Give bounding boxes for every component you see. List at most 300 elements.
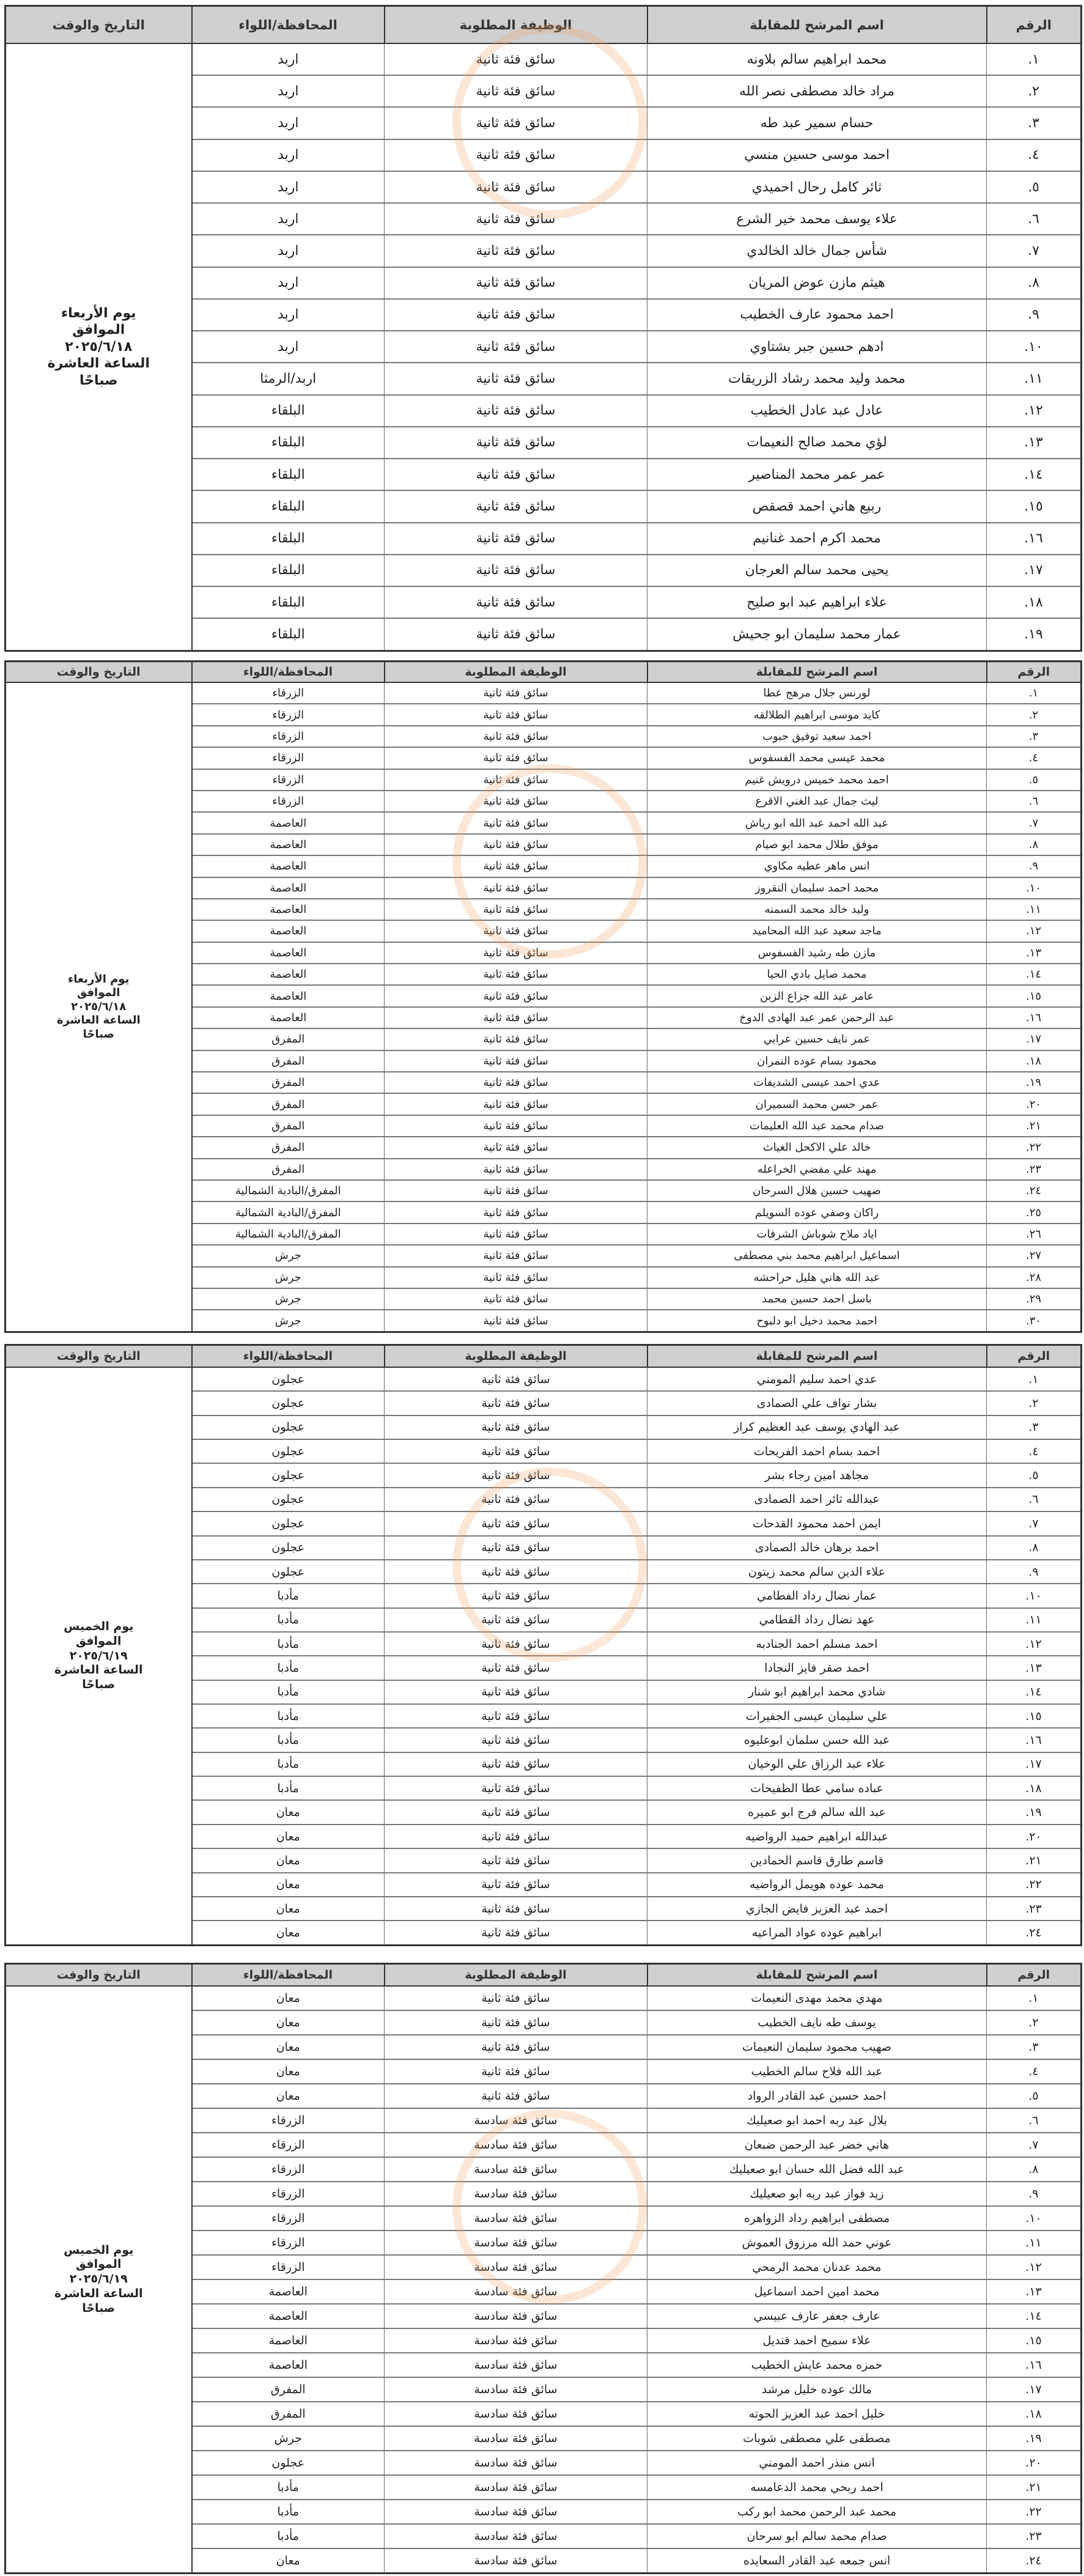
row-number: ٢٧.	[987, 1245, 1082, 1266]
governorate: العاصمة	[192, 899, 385, 920]
candidate-name: عدي احمد عيسى الشديفات	[647, 1072, 987, 1093]
header-date: التاريخ والوقت	[6, 6, 192, 44]
candidate-name: احمد بسام احمد الفريحات	[647, 1439, 987, 1463]
job-title: سائق فئة ثانية	[385, 1028, 647, 1050]
date-line: صباحًا	[79, 372, 118, 388]
job-title: سائق فئة سادسة	[385, 2475, 647, 2500]
job-title: سائق فئة سادسة	[385, 2451, 647, 2475]
row-number: ١٢.	[987, 1632, 1082, 1656]
candidate-name: عادل عبد عادل الخطيب	[647, 395, 987, 427]
governorate: العاصمة	[192, 942, 385, 964]
row-number: ٨.	[987, 2157, 1082, 2182]
governorate: اربد	[192, 203, 385, 235]
job-title: سائق فئة سادسة	[385, 2206, 647, 2231]
interview-date-time	[6, 682, 192, 1332]
candidate-name: محمد امين احمد اسماعيل	[647, 2279, 987, 2304]
governorate: عجلون	[192, 1367, 385, 1391]
header-num: الرقم	[987, 1345, 1082, 1368]
date-line: يوم الأربعاء	[68, 972, 130, 986]
candidate-name: عوني حمد الله مرزوق العموش	[647, 2231, 987, 2255]
row-number: ١١.	[987, 899, 1082, 920]
governorate: عجلون	[192, 1463, 385, 1487]
governorate: معان	[192, 2084, 385, 2108]
date-line: ٢٠٢٥/٦/١٩	[69, 1648, 128, 1663]
governorate: الزرقاء	[192, 2231, 385, 2255]
governorate: العاصمة	[192, 2304, 385, 2328]
row-number: ٢.	[987, 75, 1082, 107]
header-num: الرقم	[987, 662, 1082, 683]
row-number: ١٧.	[987, 2377, 1082, 2402]
job-title: سائق فئة سادسة	[385, 2500, 647, 2524]
row-number: ١٦.	[987, 1007, 1082, 1028]
governorate: العاصمة	[192, 2328, 385, 2353]
candidate-name: مهند علي مفضي الخراعله	[647, 1159, 987, 1180]
governorate: مأدبا	[192, 2475, 385, 2500]
governorate: العاصمة	[192, 855, 385, 877]
candidate-name: احمد برهان خالد الصمادى	[647, 1536, 987, 1560]
governorate: مأدبا	[192, 1632, 385, 1656]
candidate-name: عمار محمد سليمان ابو جحيش	[647, 618, 987, 651]
row-number: ٢٠.	[987, 1093, 1082, 1115]
job-title: سائق فئة ثانية	[385, 1632, 647, 1656]
governorate: الزرقاء	[192, 2133, 385, 2157]
job-title: سائق فئة ثانية	[385, 1897, 647, 1921]
governorate: معان	[192, 1800, 385, 1824]
governorate: البلقاء	[192, 555, 385, 586]
job-title: سائق فئة ثانية	[385, 555, 647, 586]
candidate-name: ادهم حسين جبر بشتاوي	[647, 331, 987, 363]
date-line: ٢٠٢٥/٦/١٩	[69, 2272, 128, 2286]
job-title: سائق فئة ثانية	[385, 1656, 647, 1680]
candidate-name: حسام سمير عبد طه	[647, 107, 987, 139]
governorate: عجلون	[192, 1560, 385, 1584]
candidate-name: علاء الدين سالم محمد زيتون	[647, 1560, 987, 1584]
candidate-name: محمد ابراهيم سالم بلاونه	[647, 43, 987, 75]
candidate-name: شأس جمال خالد الخالدي	[647, 235, 987, 267]
job-title: سائق فئة ثانية	[385, 1848, 647, 1872]
candidate-name: انس جمعه عبد القادر السعايده	[647, 2548, 987, 2574]
job-title: سائق فئة ثانية	[385, 1488, 647, 1511]
governorate: المفرق	[192, 1050, 385, 1072]
job-title: سائق فئة ثانية	[385, 1180, 647, 1201]
candidate-name: محمد عوده هويمل الرواضيه	[647, 1873, 987, 1897]
date-line: الموافق	[72, 322, 125, 338]
job-title: سائق فئة سادسة	[385, 2255, 647, 2279]
job-title: سائق فئة سادسة	[385, 2426, 647, 2451]
governorate: اربد	[192, 139, 385, 171]
row-number: ١٢.	[987, 920, 1082, 942]
job-title: سائق فئة ثانية	[385, 363, 647, 394]
job-title: سائق فئة ثانية	[385, 1439, 647, 1463]
job-title: سائق فئة سادسة	[385, 2328, 647, 2353]
governorate: جرش	[192, 1267, 385, 1288]
job-title: سائق فئة ثانية	[385, 1752, 647, 1776]
governorate: العاصمة	[192, 834, 385, 855]
job-title: سائق فئة ثانية	[385, 1159, 647, 1180]
candidate-name: عبد الله هاني هليل حراحشه	[647, 1267, 987, 1288]
job-title: سائق فئة ثانية	[385, 1608, 647, 1632]
job-title: سائق فئة ثانية	[385, 1201, 647, 1223]
governorate: مأدبا	[192, 1728, 385, 1752]
governorate: معان	[192, 2010, 385, 2035]
job-title: سائق فئة ثانية	[385, 1137, 647, 1158]
row-number: ٧.	[987, 235, 1082, 267]
job-title: سائق فئة ثانية	[385, 459, 647, 490]
job-title: سائق فئة ثانية	[385, 1072, 647, 1093]
governorate: المفرق	[192, 1115, 385, 1137]
candidates-table	[4, 660, 1082, 1333]
job-title: سائق فئة ثانية	[385, 791, 647, 812]
row-number: ١٢.	[987, 395, 1082, 427]
candidate-name: مالك عوده خليل مرشد	[647, 2377, 987, 2402]
header-gov: المحافظة/اللواء	[192, 662, 385, 683]
job-title: سائق فئة سادسة	[385, 2133, 647, 2157]
date-line: يوم الخميس	[64, 2243, 134, 2257]
candidate-name: لورنس جلال مرهج عطا	[647, 682, 987, 704]
governorate: العاصمة	[192, 877, 385, 899]
row-number: ٢١.	[987, 1848, 1082, 1872]
candidate-name: علاء عبد الرزاق علي الوخيان	[647, 1752, 987, 1776]
governorate: الزرقاء	[192, 769, 385, 791]
job-title: سائق فئة ثانية	[385, 1391, 647, 1415]
row-number: ١٦.	[987, 1728, 1082, 1752]
row-number: ١.	[987, 43, 1082, 75]
governorate: معان	[192, 1921, 385, 1945]
candidate-name: حمزه محمد عايش الخطيب	[647, 2353, 987, 2377]
row-number: ٢٣.	[987, 1159, 1082, 1180]
date-line: صباحًا	[83, 1027, 114, 1041]
row-number: ٥.	[987, 769, 1082, 791]
job-title: سائق فئة ثانية	[385, 942, 647, 964]
row-number: ٢٤.	[987, 1180, 1082, 1201]
row-number: ٣.	[987, 2035, 1082, 2059]
job-title: سائق فئة ثانية	[385, 769, 647, 791]
job-title: سائق فئة ثانية	[385, 1093, 647, 1115]
row-number: ١٥.	[987, 490, 1082, 522]
job-title: سائق فئة ثانية	[385, 1560, 647, 1584]
governorate: عجلون	[192, 1488, 385, 1511]
governorate: العاصمة	[192, 1007, 385, 1028]
governorate: الزرقاء	[192, 2255, 385, 2279]
governorate: مأدبا	[192, 2524, 385, 2548]
row-number: ٤.	[987, 747, 1082, 769]
governorate: معان	[192, 1825, 385, 1848]
row-number: ١٥.	[987, 2328, 1082, 2353]
row-number: ١٨.	[987, 1050, 1082, 1072]
governorate: مأدبا	[192, 1776, 385, 1800]
row-number: ٢٦.	[987, 1223, 1082, 1245]
candidate-name: عامر عبد الله جزاع الزبن	[647, 985, 987, 1006]
governorate: اربد	[192, 235, 385, 267]
candidates-table	[4, 1344, 1082, 1946]
governorate: عجلون	[192, 1415, 385, 1439]
job-title: سائق فئة ثانية	[385, 1245, 647, 1266]
candidate-name: علاء ابراهيم عبد ابو صليح	[647, 586, 987, 618]
candidate-name: عمار نضال رداد الفطامي	[647, 1584, 987, 1607]
interview-table-4	[4, 1963, 1080, 2574]
candidate-name: يوسف طه نايف الخطيب	[647, 2010, 987, 2035]
row-number: ١٦.	[987, 2353, 1082, 2377]
candidate-name: عمر نايف حسين عرابي	[647, 1028, 987, 1050]
job-title: سائق فئة ثانية	[385, 1800, 647, 1824]
job-title: سائق فئة ثانية	[385, 2084, 647, 2108]
job-title: سائق فئة ثانية	[385, 1415, 647, 1439]
job-title: سائق فئة سادسة	[385, 2524, 647, 2548]
header-name: اسم المرشح للمقابلة	[647, 6, 987, 44]
row-number: ٧.	[987, 2133, 1082, 2157]
job-title: سائق فئة ثانية	[385, 75, 647, 107]
job-title: سائق فئة ثانية	[385, 1288, 647, 1310]
row-number: ١٤.	[987, 2304, 1082, 2328]
job-title: سائق فئة ثانية	[385, 1223, 647, 1245]
governorate: مأدبا	[192, 1656, 385, 1680]
row-number: ٨.	[987, 1536, 1082, 1560]
job-title: سائق فئة ثانية	[385, 1463, 647, 1487]
candidate-name: شادي محمد ابراهيم ابو شنار	[647, 1680, 987, 1704]
job-title: سائق فئة ثانية	[385, 2059, 647, 2084]
governorate: العاصمة	[192, 2279, 385, 2304]
date-line: الموافق	[76, 1634, 122, 1648]
job-title: سائق فئة ثانية	[385, 43, 647, 75]
job-title: سائق فئة ثانية	[385, 618, 647, 651]
job-title: سائق فئة سادسة	[385, 2108, 647, 2133]
candidates-table	[4, 5, 1082, 652]
candidate-name: اياد ملاح شوباش الشرفات	[647, 1223, 987, 1245]
candidate-name: زيد فواز عبد ربه ابو صعيليك	[647, 2182, 987, 2206]
job-title: سائق فئة ثانية	[385, 877, 647, 899]
candidate-name: مهدي محمد مهدى النعيمات	[647, 1986, 987, 2010]
job-title: سائق فئة ثانية	[385, 171, 647, 203]
candidate-name: احمد حسين عبد القادر الرواد	[647, 2084, 987, 2108]
job-title: سائق فئة ثانية	[385, 1776, 647, 1800]
row-number: ٢٣.	[987, 2524, 1082, 2548]
candidate-name: انس منذر احمد المومني	[647, 2451, 987, 2475]
header-gov: المحافظة/اللواء	[192, 1964, 385, 1987]
candidate-name: بشار نواف علي الصمادى	[647, 1391, 987, 1415]
candidate-name: محمد اكرم احمد غنانيم	[647, 523, 987, 555]
row-number: ٢٢.	[987, 2500, 1082, 2524]
job-title: سائق فئة سادسة	[385, 2402, 647, 2426]
job-title: سائق فئة ثانية	[385, 1536, 647, 1560]
job-title: سائق فئة سادسة	[385, 2548, 647, 2574]
table-header-row	[6, 1964, 1082, 1987]
table-row	[6, 1986, 1082, 2010]
row-number: ١٨.	[987, 1776, 1082, 1800]
row-number: ١٨.	[987, 2402, 1082, 2426]
header-num: الرقم	[987, 1964, 1082, 1987]
row-number: ١٩.	[987, 1800, 1082, 1824]
candidate-name: مراد خالد مصطفى نصر الله	[647, 75, 987, 107]
date-line: الساعة العاشرة	[54, 1663, 143, 1677]
row-number: ٢٤.	[987, 1921, 1082, 1945]
governorate: المفرق/البادية الشمالية	[192, 1180, 385, 1201]
row-number: ١.	[987, 1986, 1082, 2010]
date-line: الساعة العاشرة	[54, 2286, 143, 2300]
job-title: سائق فئة ثانية	[385, 812, 647, 833]
candidate-name: عبد الرحمن عمر عبد الهادى الدوخ	[647, 1007, 987, 1028]
date-line: يوم الأربعاء	[61, 305, 136, 321]
candidate-name: مصطفى علي مصطفى شوبات	[647, 2426, 987, 2451]
row-number: ٣.	[987, 1415, 1082, 1439]
row-number: ١١.	[987, 363, 1082, 394]
job-title: سائق فئة ثانية	[385, 899, 647, 920]
header-gov: المحافظة/اللواء	[192, 1345, 385, 1368]
job-title: سائق فئة ثانية	[385, 267, 647, 299]
job-title: سائق فئة ثانية	[385, 682, 647, 704]
job-title: سائق فئة ثانية	[385, 395, 647, 427]
candidate-name: عبد الله حسن سلمان ابوعليوه	[647, 1728, 987, 1752]
row-number: ٢١.	[987, 2475, 1082, 2500]
job-title: سائق فئة ثانية	[385, 2035, 647, 2059]
row-number: ١٩.	[987, 2426, 1082, 2451]
governorate: عجلون	[192, 1391, 385, 1415]
governorate: مأدبا	[192, 1608, 385, 1632]
job-title: سائق فئة ثانية	[385, 1007, 647, 1028]
header-num: الرقم	[987, 6, 1082, 44]
row-number: ٨.	[987, 267, 1082, 299]
candidate-name: عباده سامي عطا الطفيحات	[647, 1776, 987, 1800]
governorate: معان	[192, 1897, 385, 1921]
date-line: الساعة العاشرة	[47, 356, 150, 372]
job-title: سائق فئة ثانية	[385, 1825, 647, 1848]
header-gov: المحافظة/اللواء	[192, 6, 385, 44]
governorate: البلقاء	[192, 586, 385, 618]
candidate-name: عبدالله ابراهيم حميد الرواضيه	[647, 1825, 987, 1848]
job-title: سائق فئة ثانية	[385, 704, 647, 725]
candidate-name: عبد الله احمد عبد الله ابو رياش	[647, 812, 987, 833]
job-title: سائق فئة سادسة	[385, 2353, 647, 2377]
governorate: العاصمة	[192, 985, 385, 1006]
job-title: سائق فئة سادسة	[385, 2182, 647, 2206]
job-title: سائق فئة ثانية	[385, 235, 647, 267]
job-title: سائق فئة سادسة	[385, 2157, 647, 2182]
governorate: معان	[192, 1986, 385, 2010]
candidate-name: انس ماهر عطيه مكاوي	[647, 855, 987, 877]
interview-date-time	[6, 1986, 192, 2574]
candidate-name: عبد الهادي يوسف عبد العظيم كراز	[647, 1415, 987, 1439]
governorate: الزرقاء	[192, 726, 385, 747]
row-number: ١٠.	[987, 1584, 1082, 1607]
governorate: معان	[192, 2548, 385, 2574]
candidate-name: هاني خضر عبد الرحمن ضبعان	[647, 2133, 987, 2157]
row-number: ٢٠.	[987, 1825, 1082, 1848]
job-title: سائق فئة ثانية	[385, 1986, 647, 2010]
candidate-name: عبد الله فضل الله حسان ابو صعيليك	[647, 2157, 987, 2182]
row-number: ٩.	[987, 2182, 1082, 2206]
candidate-name: محمد احمد سليمان النقروز	[647, 877, 987, 899]
job-title: سائق فئة ثانية	[385, 1704, 647, 1728]
candidate-name: احمد محمد خميس درويش غنيم	[647, 769, 987, 791]
row-number: ٥.	[987, 1463, 1082, 1487]
candidate-name: احمد عبد العزيز فايض الجازي	[647, 1897, 987, 1921]
candidate-name: احمد محمود عارف الخطيب	[647, 299, 987, 331]
candidate-name: محمد عبد الرحمن محمد ابو ركب	[647, 2500, 987, 2524]
governorate: المفرق	[192, 1072, 385, 1093]
governorate: عجلون	[192, 1511, 385, 1535]
governorate: المفرق	[192, 2377, 385, 2402]
governorate: معان	[192, 1873, 385, 1897]
row-number: ١٤.	[987, 964, 1082, 985]
date-line: صباحًا	[82, 2301, 116, 2315]
job-title: سائق فئة ثانية	[385, 107, 647, 139]
governorate: الزرقاء	[192, 791, 385, 812]
candidate-name: محمد وليد محمد رشاد الزريقات	[647, 363, 987, 394]
header-job: الوظيفة المطلوبة	[385, 1964, 647, 1987]
header-name: اسم المرشح للمقابلة	[647, 662, 987, 683]
row-number: ٤.	[987, 139, 1082, 171]
candidate-name: هيثم مازن عوض المريان	[647, 267, 987, 299]
candidate-name: محمود بسام عوده النمران	[647, 1050, 987, 1072]
job-title: سائق فئة ثانية	[385, 1050, 647, 1072]
header-name: اسم المرشح للمقابلة	[647, 1345, 987, 1368]
governorate: اربد/الرمثا	[192, 363, 385, 394]
table-header-row	[6, 1345, 1082, 1368]
governorate: الزرقاء	[192, 2108, 385, 2133]
date-line: الموافق	[76, 2257, 122, 2272]
row-number: ١٠.	[987, 331, 1082, 363]
candidate-name: مصطفى ابراهيم رداد الزواهره	[647, 2206, 987, 2231]
candidate-name: علاء يوسف محمد خير الشرع	[647, 203, 987, 235]
candidate-name: احمد صقر فايز النجادا	[647, 1656, 987, 1680]
candidate-name: ثائر كامل رحال احميدي	[647, 171, 987, 203]
candidate-name: صهيب محمود سليمان النعيمات	[647, 2035, 987, 2059]
job-title: سائق فئة ثانية	[385, 1511, 647, 1535]
job-title: سائق فئة ثانية	[385, 920, 647, 942]
job-title: سائق فئة ثانية	[385, 203, 647, 235]
governorate: عجلون	[192, 2451, 385, 2475]
row-number: ٣٠.	[987, 1310, 1082, 1332]
governorate: معان	[192, 1848, 385, 1872]
governorate: اربد	[192, 107, 385, 139]
candidate-name: خليل احمد عبد العزيز الحوته	[647, 2402, 987, 2426]
row-number: ١.	[987, 1367, 1082, 1391]
table-row	[6, 1367, 1082, 1391]
candidate-name: قاسم طارق قاسم الحمادين	[647, 1848, 987, 1872]
governorate: البلقاء	[192, 395, 385, 427]
row-number: ٦.	[987, 203, 1082, 235]
candidate-name: محمد صايل بادي الحيا	[647, 964, 987, 985]
row-number: ٢٥.	[987, 1201, 1082, 1223]
header-date: التاريخ والوقت	[6, 1345, 192, 1368]
governorate: البلقاء	[192, 523, 385, 555]
governorate: معان	[192, 2035, 385, 2059]
candidate-name: محمد عيسى محمد الفسفوس	[647, 747, 987, 769]
job-title: سائق فئة ثانية	[385, 1115, 647, 1137]
row-number: ٩.	[987, 1560, 1082, 1584]
job-title: سائق فئة سادسة	[385, 2304, 647, 2328]
governorate: اربد	[192, 43, 385, 75]
candidate-name: ربيع هاني احمد قصقص	[647, 490, 987, 522]
job-title: سائق فئة ثانية	[385, 834, 647, 855]
governorate: الزرقاء	[192, 704, 385, 725]
job-title: سائق فئة ثانية	[385, 1728, 647, 1752]
date-line: ٢٠٢٥/٦/١٨	[65, 339, 133, 355]
governorate: المفرق	[192, 1137, 385, 1158]
governorate: جرش	[192, 1245, 385, 1266]
job-title: سائق فئة سادسة	[385, 2231, 647, 2255]
row-number: ٩.	[987, 855, 1082, 877]
row-number: ١.	[987, 682, 1082, 704]
job-title: سائق فئة ثانية	[385, 1584, 647, 1607]
interview-date-time	[6, 43, 192, 651]
governorate: مأدبا	[192, 1752, 385, 1776]
governorate: المفرق	[192, 2402, 385, 2426]
row-number: ٧.	[987, 1511, 1082, 1535]
row-number: ١٣.	[987, 1656, 1082, 1680]
governorate: الزرقاء	[192, 2157, 385, 2182]
row-number: ٦.	[987, 1488, 1082, 1511]
governorate: البلقاء	[192, 618, 385, 651]
